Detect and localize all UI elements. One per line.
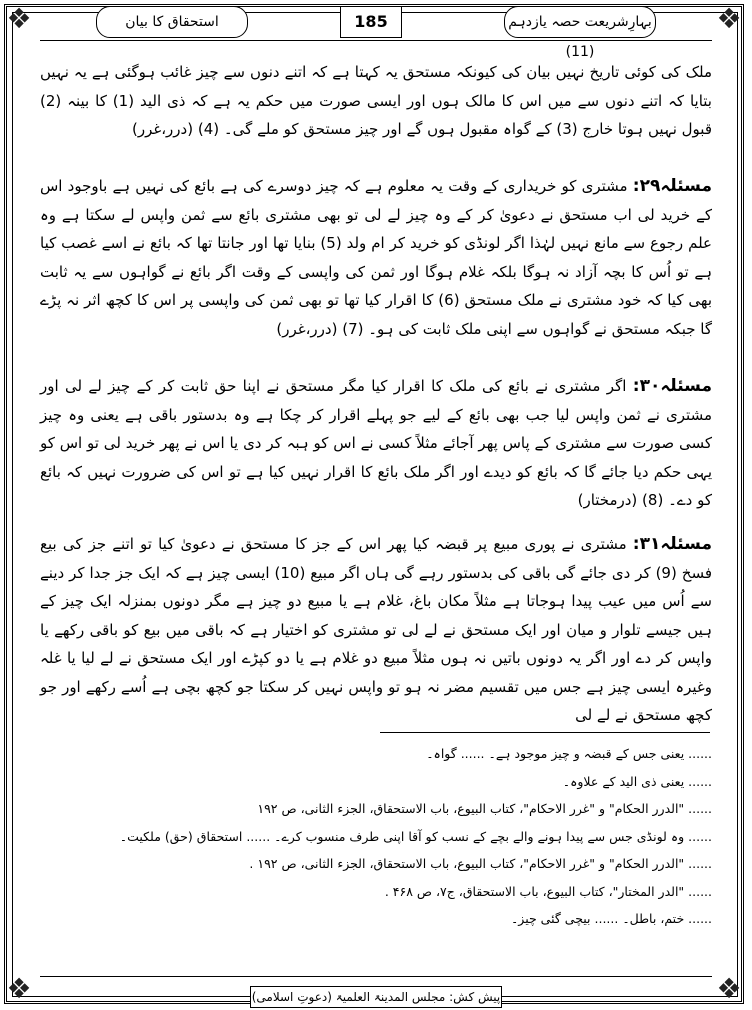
corner-ornament-icon: ❖ (716, 2, 742, 35)
footnote: ...... "الدر المختار"، کتاب البیوع، باب الاستحقاق، ج۷، ص ۴۶۸ . (384, 883, 712, 899)
corner-ornament-icon: ❖ (6, 2, 32, 35)
corner-ornament-icon: ❖ (716, 972, 742, 1005)
paragraph-text: ملک کی کوئی تاریخ نہیں بیان کی کیونکہ مستحق یہ کہتا ہے کہ اتنے دنوں سے چیز غائب ہوگئی ہے یہ نہیں بتایا کہ اتنے دنوں سے میں اس کا مالک ہوں اور ایسی صورت میں حکم یہ ہے کہ ذی الید (1) کا بینہ (2) قبول نہیں ہوتا خارج (3) کے گواہ مقبول ہوں گے اور چیز مستحق کو ملے گی۔ (4) (درر،غرر) (40, 63, 712, 138)
masala-label: مسئلہ۲۹: (632, 176, 712, 196)
header-rule (40, 40, 712, 41)
paragraph-text: مشتری نے پوری مبیع پر قبضہ کیا پھر اس کے جز کا مستحق نے دعویٰ کیا تو اتنے جز کی بیع فسخ (9) کر دی جائے گی باقی کی بدستور رہے گی ہاں اگر مبیع (10) ایسی چیز ہے کہ ایک جز جدا کر دینے سے اُس میں عیب پیدا ہوجاتا ہے مثلاً مکان باغ، غلام ہے یا مبیع دو چیز ہے مگر دونوں بمنزلہ ایک چیز کے ہیں جیسے تلوار و میان اور ایک مستحق نے لے لی تو مشتری کو اختیار ہے کہ باقی میں بیع کو باقی رکھے یا واپس کر دے اور اگر یہ دونوں باتیں نہ ہوں مثلاً مبیع دو غلام ہے یا دو کپڑے اور ایک مستحق نے لے لیا یا غلہ وغیرہ ایسی چیز ہے جس میں تقسیم مضر نہ ہو تو واپس نہیں کر سکتا جو کچھ بچی ہے اُسے رکھے اور جو کچھ مستحق نے لے لی (40, 535, 712, 724)
footnote: ...... "الدرر الحکام" و "غرر الاحکام"، کتاب البیوع، باب الاستحقاق، الجزء الثانی، ص ۱۹۲ (257, 801, 712, 816)
book-title: بہارِشریعت حصہ یازدہم (11) (504, 6, 656, 38)
footnote-separator (380, 732, 710, 733)
paragraph-text: مشتری کو خریداری کے وقت یہ معلوم ہے کہ چیز دوسرے کی ہے بائع کی نہیں ہے باوجود اس کے خرید لی اب مستحق نے دعویٰ کر کے وہ چیز لے لی تو بھی مشتری بائع سے ثمن واپس لے سکتا ہے وہ علم رجوع سے مانع نہیں لہٰذا اگر لونڈی کو خرید کر ام ولد (5) بنایا تھا اور جانتا تھا کہ بائع نے اسے غصب کیا ہے تو اُس کا بچہ آزاد نہ ہوگا بلکہ غلام ہوگا اور ثمن کی واپسی کے وقت اگر بائع نے گواہوں سے یہ ثابت بھی کیا کہ خود مشتری نے ملک مستحق (6) کا اقرار کیا تھا تو بھی ثمن کی واپسی پر اس کا کچھ اثر نہ پڑے گا جبکہ مستحق نے گواہوں سے اپنی ملک ثابت کی ہو۔ (7) (درر،غرر) (40, 177, 712, 338)
chapter-title: استحقاق کا بیان (96, 6, 248, 38)
corner-ornament-icon: ❖ (6, 972, 32, 1005)
footnote: ...... یعنی ذی الید کے علاوہ۔ (562, 773, 712, 789)
page-number: 185 (340, 6, 402, 38)
masala-label: مسئلہ۳۱: (632, 534, 712, 554)
masala-31 (40, 530, 712, 730)
footer-rule (40, 976, 712, 977)
footnote: ...... وہ لونڈی جس سے پیدا ہونے والے بچے کے نسب کو آقا اپنی طرف منسوب کرے۔ ...... استحقاق (حق) ملکیت۔ (119, 828, 712, 844)
masala-label: مسئلہ۳۰: (632, 376, 712, 396)
paragraph (40, 58, 712, 144)
masala-30 (40, 372, 712, 515)
paragraph-text: اگر مشتری نے بائع کی ملک کا اقرار کیا مگر مستحق نے اپنا حق ثابت کر کے چیز لے لی اور مشتری نے ثمن واپس لیا جب بھی بائع کے لیے جو پہلے اقرار کر چکا ہے وہ بدستور باقی ہے یعنی وہ چیز کسی صورت سے مشتری کے پاس پھر آجائے مثلاً کسی نے اس کو ہبہ کر دی یا اس نے پھر خرید لی تو اس کو یہی حکم دیا جائے گا کہ بائع کو دیدے اور اگر ملک بائع کا اقرار نہیں کیا ہے تو اس کی ضرورت نہیں کہ بائع کو دے۔ (8) (درمختار) (40, 377, 712, 509)
footnotes (40, 740, 712, 933)
footnote: ...... یعنی جس کے قبضہ و چیز موجود ہے۔ ...... گواہ۔ (426, 746, 712, 761)
footnote: ...... ختم، باطل۔ ...... بیچی گئی چیز۔ (510, 911, 712, 926)
masala-29 (40, 172, 712, 343)
publisher-footer: پیش کش: مجلس المدینۃ العلمیۃ (دعوتِ اسلامی) (250, 986, 502, 1008)
footnote: ...... "الدرر الحکام" و "غرر الاحکام"، کتاب البیوع، باب الاستحقاق، الجزء الثانی، ص ۱۹۲ . (249, 856, 712, 871)
